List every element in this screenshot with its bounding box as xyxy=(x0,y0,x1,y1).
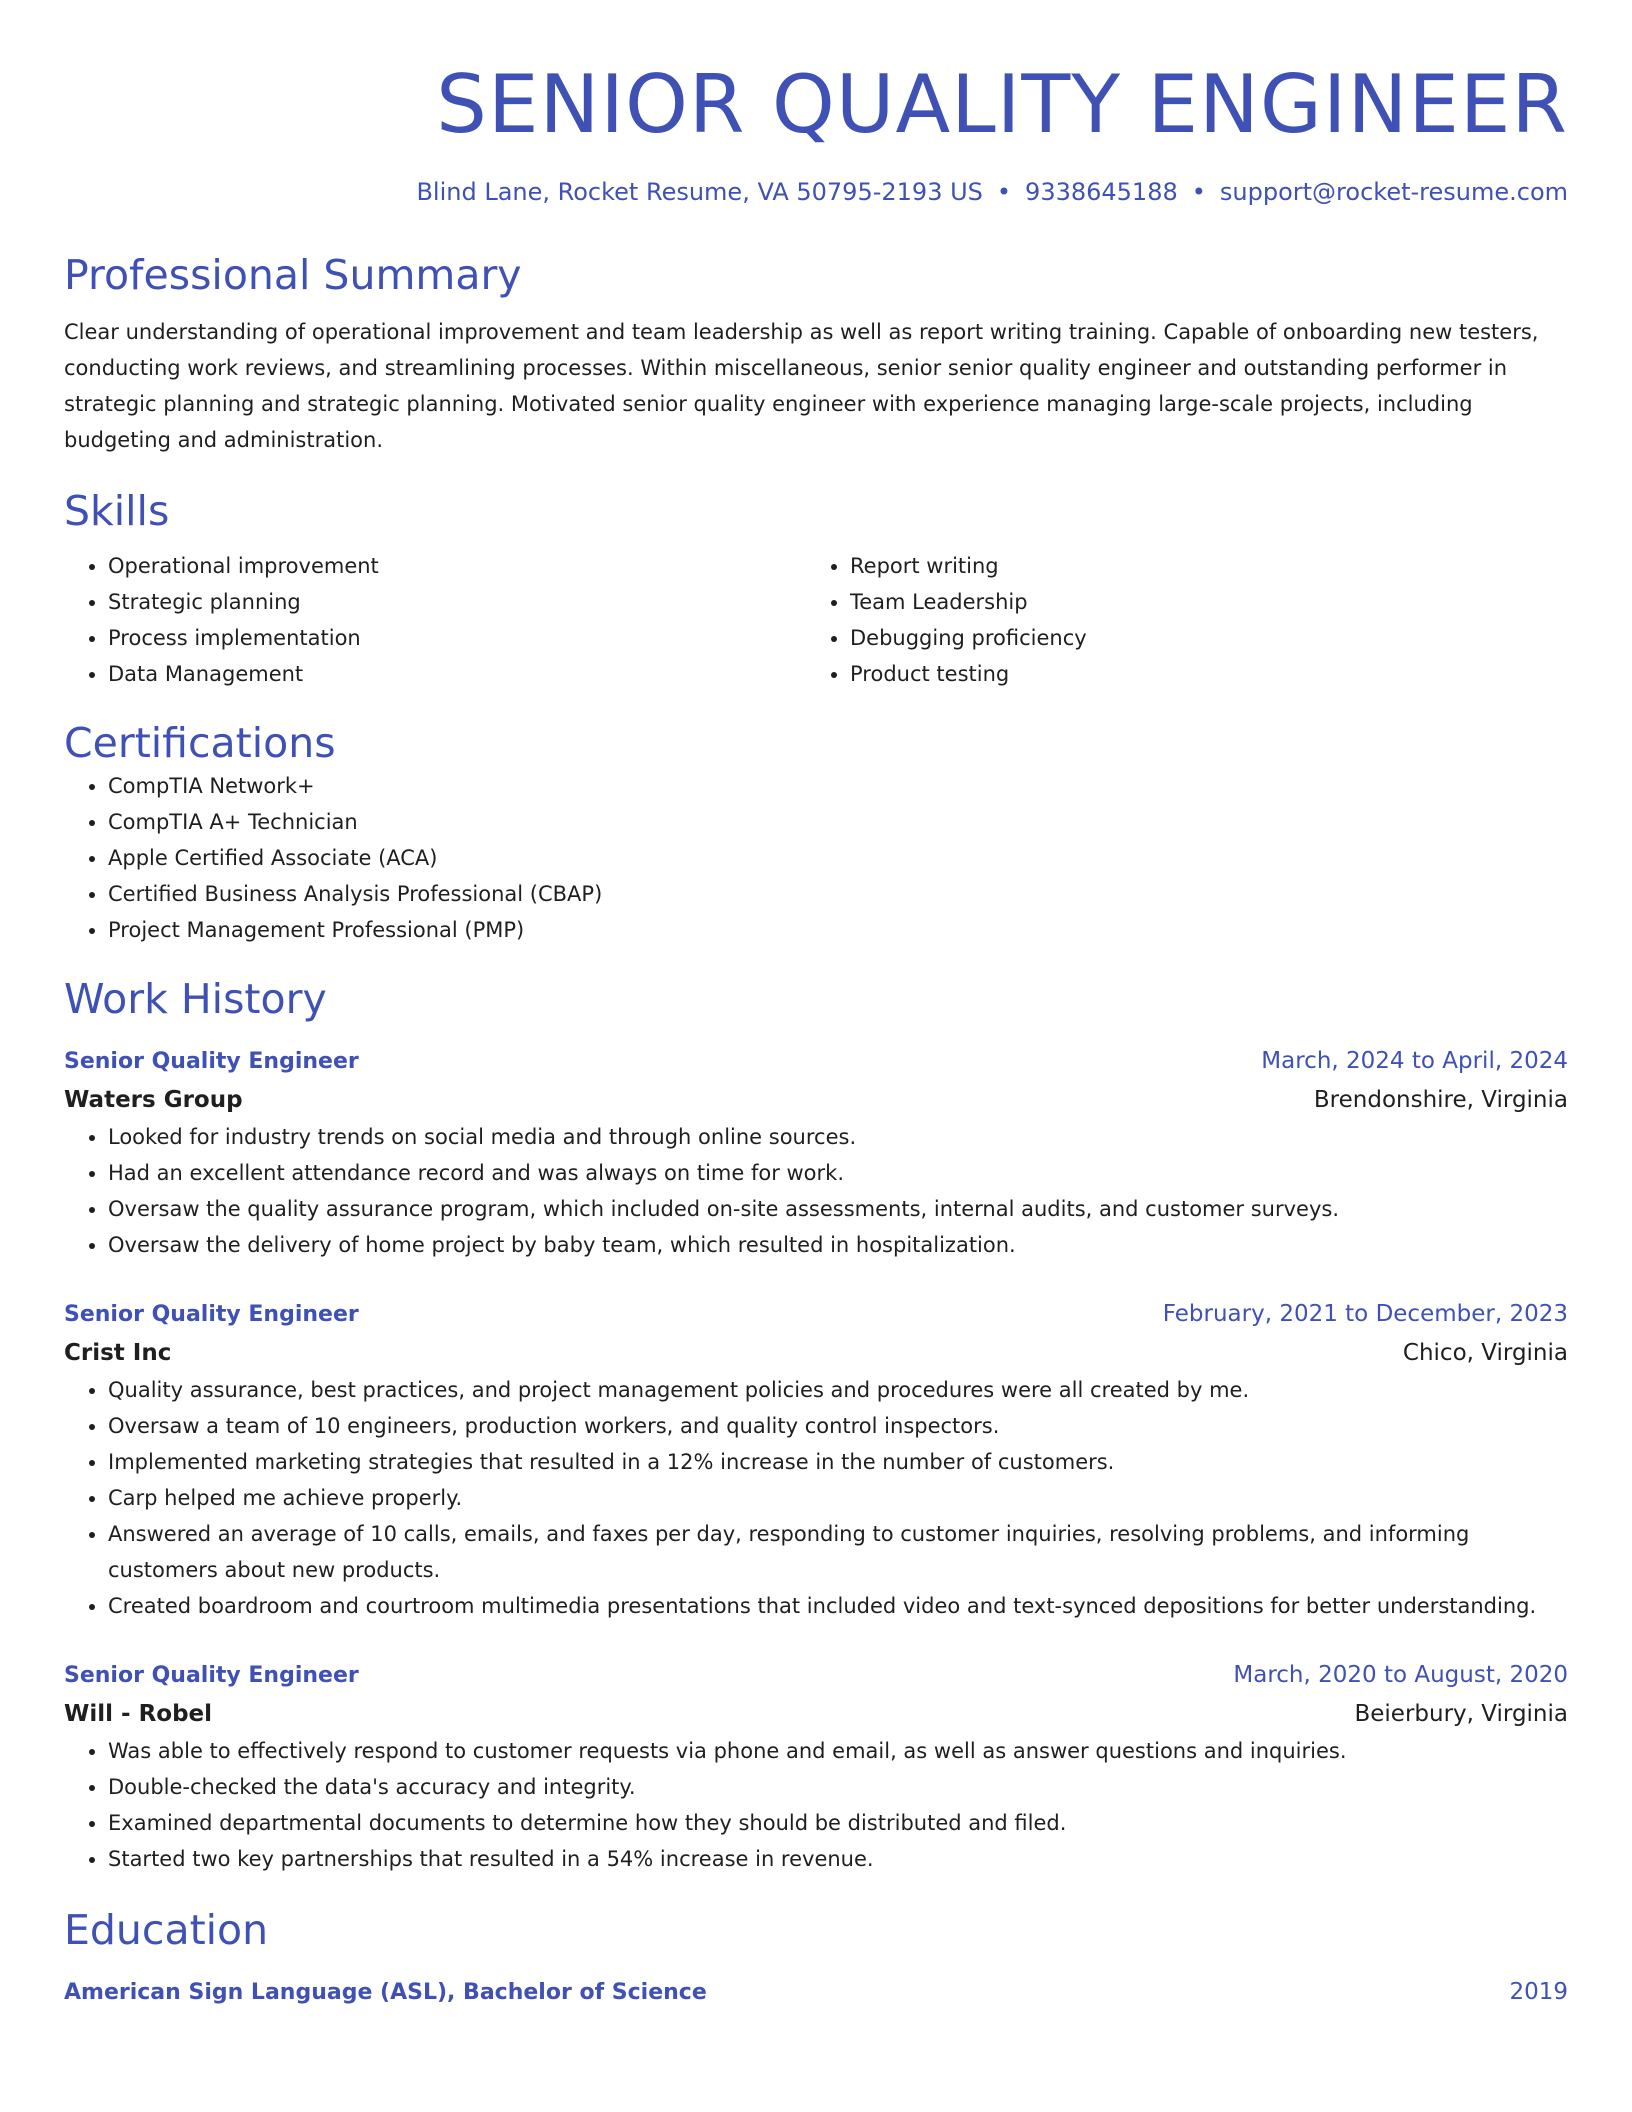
skills-list-right xyxy=(806,548,1548,692)
certifications-heading: Certifications xyxy=(64,719,336,767)
skill-item: • Process implementation xyxy=(108,620,806,656)
skills-list-left xyxy=(64,548,806,692)
summary-text: Clear understanding of operational improvement and team leadership as well as report writing training. Capable of onboarding new testers, conducting work reviews, and streamlining processes. Within miscellaneous, senior senior quality engineer and outstanding performer in strategic planning and strategic planning. Motivated senior quality engineer with experience managing large-scale projects, including budgeting and administration. xyxy=(64,320,1539,452)
skills-grid xyxy=(64,548,1568,692)
skills-column-right xyxy=(806,548,1548,692)
job-company-row xyxy=(64,1081,1568,1119)
skill-item: • Strategic planning xyxy=(108,584,806,620)
job-title: Senior Quality Engineer xyxy=(64,1302,359,1327)
job-bullet: • Carp helped me achieve properly. xyxy=(108,1480,1568,1516)
job-bullet: • Quality assurance, best practices, and project management policies and procedures were all created by me. xyxy=(108,1372,1568,1408)
contact-separator: • xyxy=(996,178,1012,206)
contact-email: support@rocket-resume.com xyxy=(1219,178,1568,206)
skills-column-left xyxy=(64,548,806,692)
education-year: 2019 xyxy=(1509,1979,1568,2005)
job-location: Brendonshire, Virginia xyxy=(1313,1087,1568,1113)
job-company: Will - Robel xyxy=(64,1701,213,1727)
job-entry xyxy=(64,1656,1568,1877)
contact-separator: • xyxy=(1191,178,1206,206)
job-bullet: • Oversaw a team of 10 engineers, production workers, and quality control inspectors. xyxy=(108,1408,1568,1444)
job-bullet: • Was able to effectively respond to customer requests via phone and email, as well as answer questions and inquiries. xyxy=(108,1733,1568,1769)
skill-item: • Team Leadership xyxy=(850,584,1548,620)
skills-heading: Skills xyxy=(64,487,170,535)
job-header-row xyxy=(64,1656,1568,1695)
job-dates: March, 2020 to August, 2020 xyxy=(1233,1662,1568,1688)
resume-page xyxy=(64,0,1568,2012)
contact-phone: 9338645188 xyxy=(1025,178,1178,206)
job-location: Chico, Virginia xyxy=(1402,1340,1568,1366)
job-bullet: • Looked for industry trends on social media and through online sources. xyxy=(108,1119,1568,1155)
certification-item: • CompTIA Network+ xyxy=(108,768,1568,804)
skill-item: • Debugging proficiency xyxy=(850,620,1548,656)
summary-heading: Professional Summary xyxy=(64,251,522,299)
job-bullet: • Double-checked the data's accuracy and integrity. xyxy=(108,1769,1568,1805)
certification-item: • CompTIA A+ Technician xyxy=(108,804,1568,840)
contact-address: Blind Lane, Rocket Resume, VA 50795-2193 US xyxy=(416,178,983,206)
job-company: Crist Inc xyxy=(64,1340,172,1366)
job-company: Waters Group xyxy=(64,1087,243,1113)
job-header-row xyxy=(64,1042,1568,1081)
job-bullet: • Oversaw the delivery of home project by baby team, which resulted in hospitalization. xyxy=(108,1227,1568,1263)
job-title: Senior Quality Engineer xyxy=(64,1049,359,1074)
job-company-row xyxy=(64,1334,1568,1372)
job-bullets xyxy=(64,1119,1568,1263)
education-row xyxy=(64,1973,1568,2012)
job-bullet: • Started two key partnerships that resulted in a 54% increase in revenue. xyxy=(108,1841,1568,1877)
job-dates: February, 2021 to December, 2023 xyxy=(1162,1301,1568,1327)
work-history-heading: Work History xyxy=(64,975,327,1023)
job-location: Beierbury, Virginia xyxy=(1354,1701,1568,1727)
job-bullet: • Examined departmental documents to determine how they should be distributed and filed. xyxy=(108,1805,1568,1841)
job-company-row xyxy=(64,1695,1568,1733)
certification-item: • Project Management Professional (PMP) xyxy=(108,912,1568,948)
contact-line xyxy=(64,176,1568,208)
education-degree: American Sign Language (ASL), Bachelor of Science xyxy=(64,1980,707,2005)
job-bullet: • Answered an average of 10 calls, emails, and faxes per day, responding to customer inquiries, resolving problems, and informing customers about new products. xyxy=(108,1516,1568,1588)
education-heading: Education xyxy=(64,1906,269,1954)
certification-item: • Apple Certified Associate (ACA) xyxy=(108,840,1568,876)
certification-item: • Certified Business Analysis Professional (CBAP) xyxy=(108,876,1568,912)
job-bullet: • Created boardroom and courtroom multimedia presentations that included video and text-synced depositions for better understanding. xyxy=(108,1588,1568,1624)
job-bullet: • Oversaw the quality assurance program, which included on-site assessments, internal audits, and customer surveys. xyxy=(108,1191,1568,1227)
job-entry xyxy=(64,1042,1568,1263)
job-bullet: • Implemented marketing strategies that resulted in a 12% increase in the number of customers. xyxy=(108,1444,1568,1480)
job-entry xyxy=(64,1295,1568,1624)
skill-item: • Operational improvement xyxy=(108,548,806,584)
job-bullets xyxy=(64,1372,1568,1624)
job-dates: March, 2024 to April, 2024 xyxy=(1261,1048,1568,1074)
job-bullet: • Had an excellent attendance record and was always on time for work. xyxy=(108,1155,1568,1191)
job-bullets xyxy=(64,1733,1568,1877)
job-title: Senior Quality Engineer xyxy=(64,1663,359,1688)
job-header-row xyxy=(64,1295,1568,1334)
resume-title: SENIOR QUALITY ENGINEER xyxy=(436,58,1568,151)
certifications-list xyxy=(64,768,1568,948)
skill-item: • Product testing xyxy=(850,656,1548,692)
skill-item: • Report writing xyxy=(850,548,1548,584)
skill-item: • Data Management xyxy=(108,656,806,692)
